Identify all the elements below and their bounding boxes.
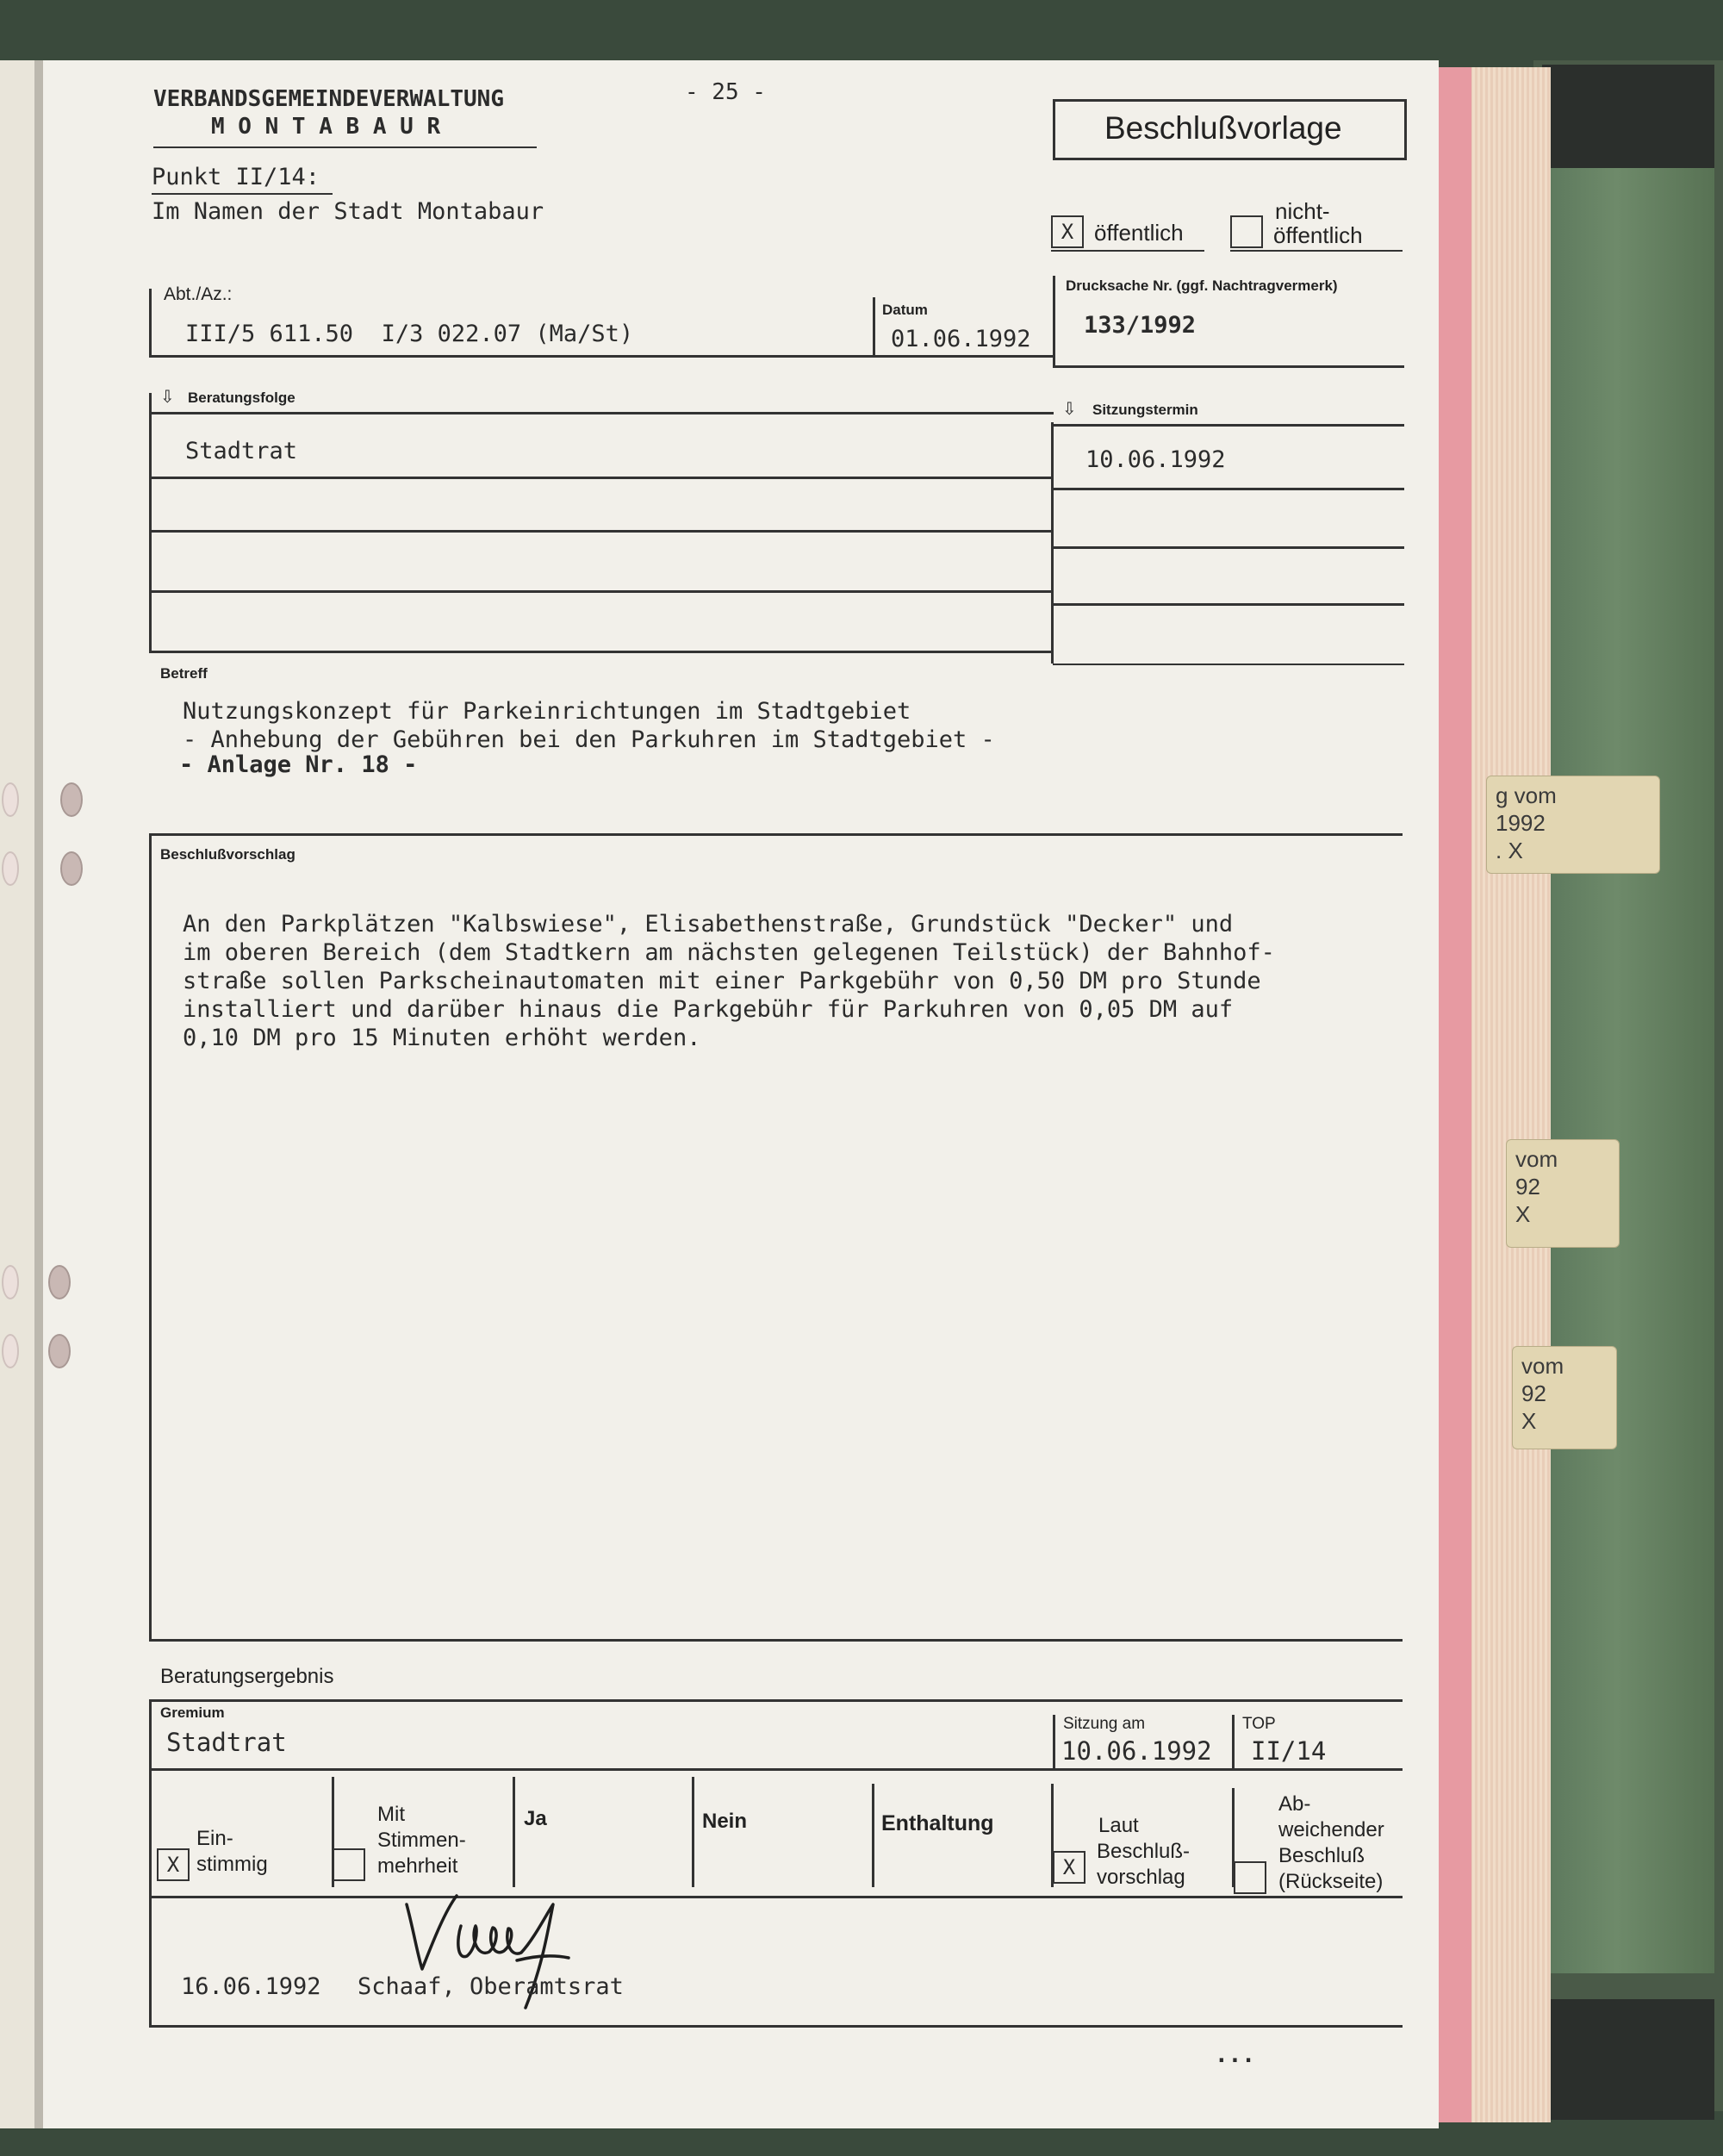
- folge-header-line: [149, 412, 1054, 414]
- binder-green-cloth: [1551, 164, 1714, 1973]
- laut-label-1: Laut: [1098, 1814, 1139, 1837]
- mehrheit-label-1: Mit: [377, 1803, 405, 1826]
- laut-label-3: vorschlag: [1097, 1866, 1185, 1889]
- nonpublic-label-2: öffentlich: [1273, 222, 1363, 248]
- folge-row-line: [149, 477, 1054, 479]
- tab-text: X: [1515, 1201, 1531, 1227]
- nonpublic-checkbox[interactable]: [1230, 215, 1263, 248]
- datum-value: 01.06.1992: [891, 326, 1031, 352]
- termin-header-line: [1053, 424, 1404, 427]
- einstimmig-checkbox[interactable]: [157, 1848, 190, 1881]
- folge-bottom-line: [149, 651, 1054, 653]
- im-namen-text: Im Namen der Stadt Montabaur: [152, 198, 544, 225]
- punch-hole: [60, 782, 83, 817]
- vote-divider: [872, 1784, 874, 1887]
- public-label: öffentlich: [1094, 220, 1184, 246]
- signature-date: 16.06.1992: [181, 1973, 321, 2000]
- tab-text: vom: [1521, 1353, 1564, 1379]
- datum-divider: [873, 297, 875, 356]
- nein-label: Nein: [702, 1810, 748, 1833]
- vorschlag-line-5: 0,10 DM pro 15 Minuten erhöht werden.: [183, 1025, 701, 1051]
- sitzung-label: Sitzung am: [1063, 1715, 1146, 1733]
- sitzung-divider: [1053, 1715, 1055, 1771]
- arrow-down-icon: ⇩: [160, 386, 175, 407]
- vorschlag-line-3: straße sollen Parkscheinautomaten mit einer Parkgebühr von 0,50 DM pro Stunde: [183, 968, 1261, 994]
- drucksache-divider: [1053, 276, 1055, 366]
- termin-row-line: [1053, 546, 1404, 549]
- drucksache-bottom-line: [1053, 365, 1404, 368]
- index-tab[interactable]: [1512, 1346, 1617, 1449]
- punkt-underline: [152, 193, 333, 195]
- mehrheit-label-2: Stimmen-: [377, 1829, 466, 1852]
- folge-left-border: [149, 393, 152, 651]
- drucksache-label: Drucksache Nr. (ggf. Nachtragvermerk): [1066, 277, 1338, 294]
- einstimmig-label-1: Ein-: [196, 1827, 233, 1850]
- betreff-line-3: - Anlage Nr. 18 -: [179, 751, 418, 778]
- laut-vorschlag-checkmark: X: [1062, 1855, 1076, 1879]
- datum-label: Datum: [882, 302, 928, 318]
- termin-bottom-line: [1053, 664, 1404, 665]
- tab-text: g vom: [1496, 782, 1557, 808]
- betreff-label: Betreff: [160, 665, 208, 682]
- vorschlag-label: Beschlußvorschlag: [160, 846, 295, 863]
- ergebnis-left-border: [149, 1699, 152, 2027]
- vote-bottom-line: [149, 1896, 1403, 1898]
- vorschlag-line-1: An den Parkplätzen "Kalbswiese", Elisabethenstraße, Grundstück "Decker" und: [183, 911, 1234, 938]
- public-underline: [1051, 250, 1204, 252]
- page-number: - 25 -: [685, 79, 766, 105]
- tab-text: 92: [1515, 1174, 1540, 1200]
- ja-label: Ja: [524, 1807, 547, 1830]
- binder-corner-top: [1542, 65, 1714, 168]
- tab-text: 92: [1521, 1380, 1546, 1406]
- nonpublic-label-1: nicht-: [1275, 198, 1330, 224]
- beratungsfolge-label: Beratungsfolge: [188, 389, 295, 406]
- punch-hole-left-page: [2, 1334, 19, 1368]
- index-tab[interactable]: [1506, 1139, 1620, 1248]
- gremium-value: Stadtrat: [166, 1728, 287, 1757]
- doc-type-underline: [1053, 158, 1406, 160]
- ergebnis-top-line: [149, 1699, 1403, 1702]
- nonpublic-underline: [1230, 250, 1403, 252]
- folge-row-line: [149, 590, 1054, 593]
- punch-hole-left-page: [2, 1265, 19, 1299]
- laut-vorschlag-checkbox[interactable]: [1053, 1851, 1085, 1884]
- laut-label-2: Beschluß-: [1097, 1840, 1191, 1863]
- abweichend-checkbox[interactable]: [1234, 1861, 1266, 1894]
- betreff-line-1: Nutzungskonzept für Parkeinrichtungen im Stadtgebiet: [183, 698, 911, 725]
- continuation-marker: ...: [1215, 2042, 1255, 2068]
- index-tab[interactable]: [1486, 776, 1660, 874]
- ergebnis-mid-line: [149, 1768, 1403, 1771]
- punch-hole: [48, 1265, 71, 1299]
- doc-type-title: Beschlußvorlage: [1104, 110, 1342, 146]
- tab-text: X: [1521, 1408, 1537, 1434]
- page-red-edge: [1437, 67, 1471, 2122]
- ref-left-border: [149, 289, 152, 356]
- punch-hole: [60, 851, 83, 886]
- beratung-termin: 10.06.1992: [1085, 446, 1226, 473]
- left-page-edge: [0, 60, 34, 2128]
- vorschlag-line-4: installiert und darüber hinaus die Parkgebühr für Parkuhren von 0,05 DM auf: [183, 996, 1234, 1023]
- punch-hole-left-page: [2, 851, 19, 886]
- abweichend-label-3: Beschluß: [1278, 1844, 1365, 1867]
- termin-row-line: [1053, 488, 1404, 490]
- top-divider: [1232, 1715, 1235, 1771]
- einstimmig-checkmark: X: [166, 1853, 180, 1877]
- tab-text: vom: [1515, 1146, 1558, 1172]
- signature-name: Schaaf, Oberamtsrat: [358, 1973, 624, 2000]
- vorschlag-bottom-line: [149, 1639, 1403, 1642]
- gremium-label: Gremium: [160, 1704, 225, 1721]
- punch-hole-left-page: [2, 782, 19, 817]
- abt-value: III/5 611.50 I/3 022.07 (Ma/St): [185, 321, 634, 347]
- abweichend-label-4: (Rückseite): [1278, 1870, 1384, 1893]
- arrow-down-icon: ⇩: [1062, 398, 1077, 419]
- signature-bottom-line: [149, 2025, 1403, 2028]
- binder-gutter: [34, 60, 43, 2128]
- drucksache-value: 133/1992: [1084, 312, 1197, 339]
- abweichend-label-1: Ab-: [1278, 1792, 1311, 1816]
- mehrheit-checkbox[interactable]: [333, 1848, 365, 1881]
- org-name: VERBANDSGEMEINDEVERWALTUNG: [153, 86, 504, 112]
- sitzungstermin-label: Sitzungstermin: [1092, 402, 1198, 418]
- punkt-label: Punkt II/14:: [152, 164, 320, 190]
- enthaltung-label: Enthaltung: [881, 1811, 994, 1835]
- ref-bottom-line: [149, 355, 1054, 358]
- vorschlag-top-line: [149, 833, 1403, 836]
- beratung-gremium: Stadtrat: [185, 438, 298, 464]
- abt-label: Abt./Az.:: [164, 284, 233, 304]
- mehrheit-label-3: mehrheit: [377, 1854, 458, 1878]
- vorschlag-line-2: im oberen Bereich (dem Stadtkern am nächsten gelegenen Teilstück) der Bahnhof-: [183, 939, 1275, 966]
- top-label: TOP: [1242, 1715, 1276, 1733]
- ergebnis-label: Beratungsergebnis: [160, 1665, 334, 1688]
- binder-corner-bottom: [1542, 1999, 1714, 2120]
- top-value: II/14: [1251, 1736, 1327, 1766]
- public-checkbox[interactable]: [1051, 215, 1084, 248]
- tab-text: . X: [1496, 838, 1523, 863]
- vote-divider: [692, 1777, 694, 1887]
- public-checkmark: X: [1061, 220, 1074, 244]
- org-underline: [153, 146, 537, 148]
- vote-divider: [513, 1777, 515, 1887]
- punch-hole: [48, 1334, 71, 1368]
- folge-row-line: [149, 530, 1054, 533]
- folge-middle-border: [1051, 422, 1054, 664]
- org-city: M O N T A B A U R: [211, 114, 441, 140]
- termin-row-line: [1053, 603, 1404, 606]
- sitzung-value: 10.06.1992: [1061, 1736, 1212, 1766]
- betreff-line-2: - Anhebung der Gebühren bei den Parkuhren im Stadtgebiet -: [183, 726, 995, 753]
- einstimmig-label-2: stimmig: [196, 1853, 268, 1876]
- abweichend-label-2: weichender: [1278, 1818, 1384, 1841]
- tab-text: 1992: [1496, 810, 1546, 836]
- vorschlag-left-border: [149, 833, 152, 1639]
